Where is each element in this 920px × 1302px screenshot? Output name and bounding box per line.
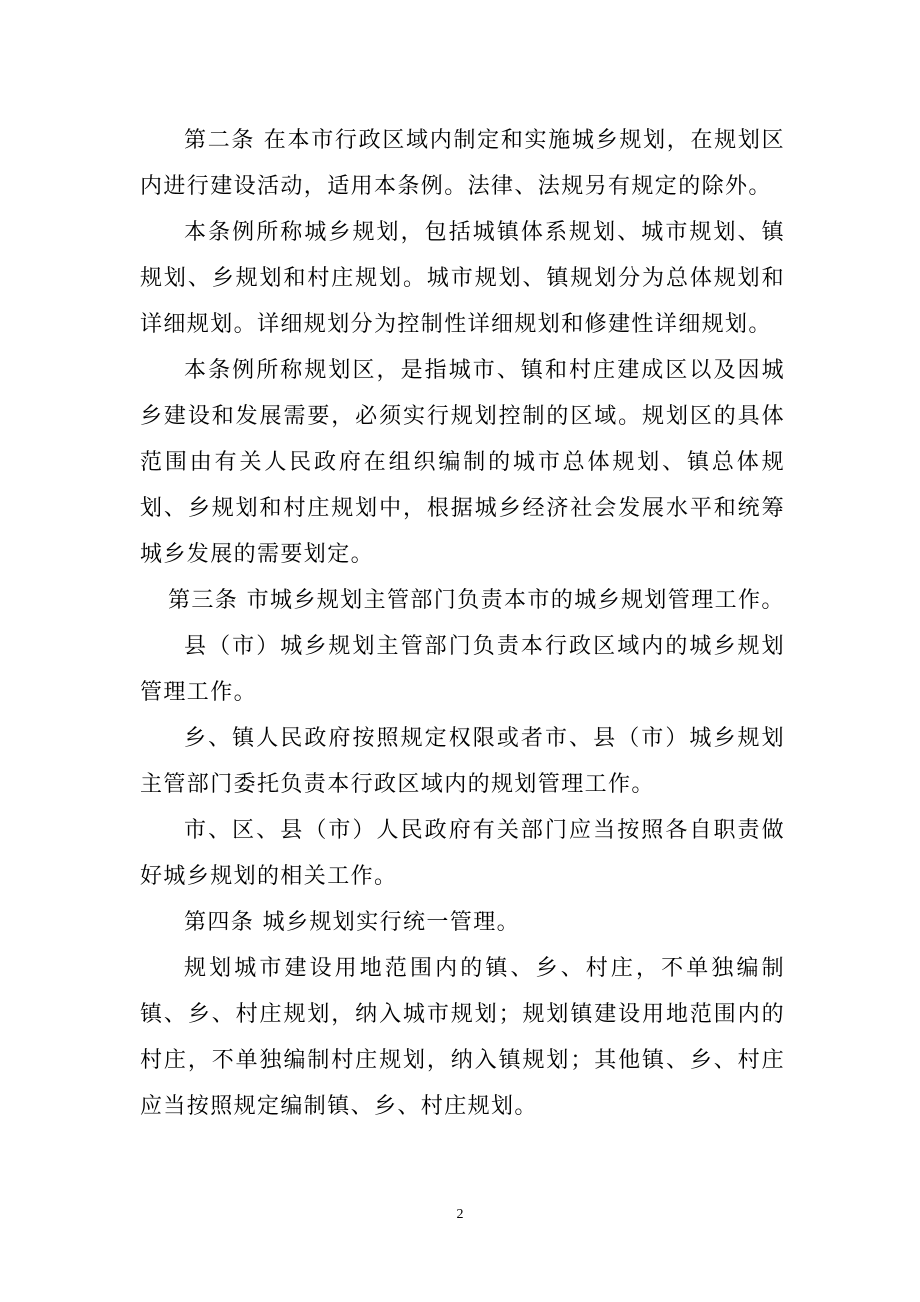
article-2-paragraph: 第二条 在本市行政区域内制定和实施城乡规划，在规划区内进行建设活动，适用本条例。法律、法规另有规定的除外。 bbox=[140, 128, 785, 199]
article-4-paragraph: 第四条 城乡规划实行统一管理。 bbox=[184, 910, 520, 935]
article-3-paragraph: 第三条 市城乡规划主管部门负责本市的城乡规划管理工作。 bbox=[168, 588, 785, 613]
page-number: 2 bbox=[456, 1207, 464, 1222]
article-3-county-paragraph: 县（市）城乡规划主管部门负责本行政区域内的城乡规划管理工作。 bbox=[140, 634, 785, 705]
article-2-planning-area-definition: 本条例所称规划区，是指城市、镇和村庄建成区以及因城乡建设和发展需要，必须实行规划控制的区域。规划区的具体范围由有关人民政府在组织编制的城市总体规划、镇总体规划、乡规划和村庄规划中，根据城乡经济社会发展水平和统筹城乡发展的需要划定。 bbox=[140, 358, 785, 567]
document-body bbox=[140, 118, 785, 1130]
article-3-township-paragraph: 乡、镇人民政府按照规定权限或者市、县（市）城乡规划主管部门委托负责本行政区域内的规划管理工作。 bbox=[140, 726, 785, 797]
article-2-planning-definition: 本条例所称城乡规划，包括城镇体系规划、城市规划、镇规划、乡规划和村庄规划。城市规划、镇规划分为总体规划和详细规划。详细规划分为控制性详细规划和修建性详细规划。 bbox=[140, 220, 785, 337]
article-4-detail-paragraph: 规划城市建设用地范围内的镇、乡、村庄，不单独编制镇、乡、村庄规划，纳入城市规划；规划镇建设用地范围内的村庄，不单独编制村庄规划，纳入镇规划；其他镇、乡、村庄应当按照规定编制镇、乡、村庄规划。 bbox=[140, 956, 785, 1119]
article-3-departments-paragraph: 市、区、县（市）人民政府有关部门应当按照各自职责做好城乡规划的相关工作。 bbox=[140, 818, 785, 889]
